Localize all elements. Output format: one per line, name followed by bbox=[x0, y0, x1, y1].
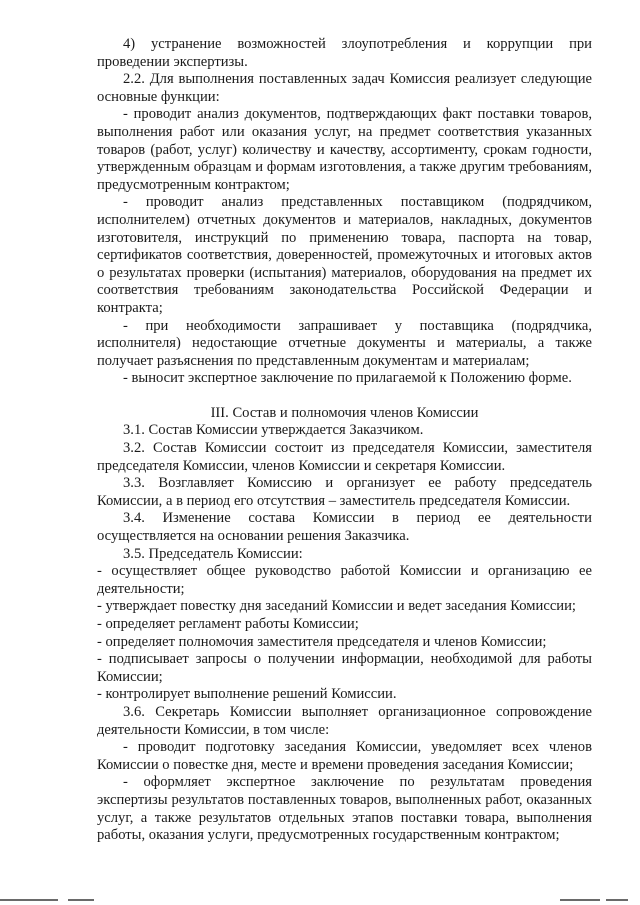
list-item-chair-agenda: - утверждает повестку дня заседаний Комиссии и ведет заседания Комиссии; bbox=[97, 598, 576, 615]
section-heading: III. Состав и полномочия членов Комиссии bbox=[210, 404, 479, 421]
list-item-secretary-conclusion: - оформляет экспертное заключение по результатам проведения экспертизы результатов поставленных товаров, выполненных работ, оказанных услуг, а также результатов отдельных этапов поставки товара, выполнения работы, оказания услуги, предусмотренных государственным контрактом; bbox=[97, 774, 592, 844]
paragraph-3-1: 3.1. Состав Комиссии утверждается Заказчиком. bbox=[123, 422, 424, 439]
list-item-secretary-prepare: - проводит подготовку заседания Комиссии, уведомляет всех членов Комиссии о повестке дня, месте и времени проведения заседания Комиссии; bbox=[97, 739, 592, 773]
list-item-expert-conclusion: - выносит экспертное заключение по прилагаемой к Положению форме. bbox=[123, 370, 572, 387]
list-item-analyze-documents: - проводит анализ документов, подтверждающих факт поставки товаров, выполнения работ или оказания услуг, на предмет соответствия указанных товаров (работ, услуг) количеству и качеству, ассортименту, срокам годности, утвержденным образцам и формам изготовления, а также другим требованиям, предусмотренным контрактом; bbox=[97, 106, 592, 193]
list-item-chair-control: - контролирует выполнение решений Комиссии. bbox=[97, 686, 397, 703]
paragraph-3-5: 3.5. Председатель Комиссии: bbox=[123, 545, 303, 562]
list-item-chair-general: - осуществляет общее руководство работой Комиссии и организацию ее деятельности; bbox=[97, 563, 592, 597]
paragraph-3-6: 3.6. Секретарь Комиссии выполняет организационное сопровождение деятельности Комиссии, в том числе: bbox=[97, 703, 592, 738]
paragraph-3-2: 3.2. Состав Комиссии состоит из председателя Комиссии, заместителя председателя Комиссии, членов Комиссии и секретаря Комиссии. bbox=[97, 440, 592, 474]
list-item-request-documents: - при необходимости запрашивает у поставщика (подрядчика, исполнителя) недостающие отчетные документы и материалы, а также получает разъяснения по представленным документам и материалам; bbox=[97, 317, 592, 369]
scan-edge-artifact bbox=[0, 896, 640, 905]
list-item-analyze-reports: - проводит анализ представленных поставщиком (подрядчиком, исполнителем) отчетных документов и материалов, накладных, документов изготовителя, инструкций по применению товара, паспорта на товар, сертификатов соответствия, доверенностей, промежуточных и итоговых актов о результатах проверки (испытания) материалов, оборудования на предмет их соответствия требованиям законодательства Российской Федерации и контракта; bbox=[97, 194, 592, 316]
paragraph-3-4: 3.4. Изменение состава Комиссии в период ее деятельности осуществляется на основании решения Заказчика. bbox=[97, 510, 592, 545]
document-page bbox=[97, 36, 592, 845]
list-item-chair-powers: - определяет полномочия заместителя председателя и членов Комиссии; bbox=[97, 633, 547, 650]
paragraph-functions-intro: 2.2. Для выполнения поставленных задач Комиссия реализует следующие основные функции: bbox=[97, 71, 592, 105]
paragraph-3-3: 3.3. Возглавляет Комиссию и организует ее работу председатель Комиссии, а в период его отсутствия – заместитель председателя Комиссии. bbox=[97, 475, 592, 509]
paragraph-anticorruption: 4) устранение возможностей злоупотребления и коррупции при проведении экспертизы. bbox=[97, 36, 592, 70]
list-item-chair-requests: - подписывает запросы о получении информации, необходимой для работы Комиссии; bbox=[97, 651, 592, 685]
list-item-chair-regulation: - определяет регламент работы Комиссии; bbox=[97, 616, 359, 632]
